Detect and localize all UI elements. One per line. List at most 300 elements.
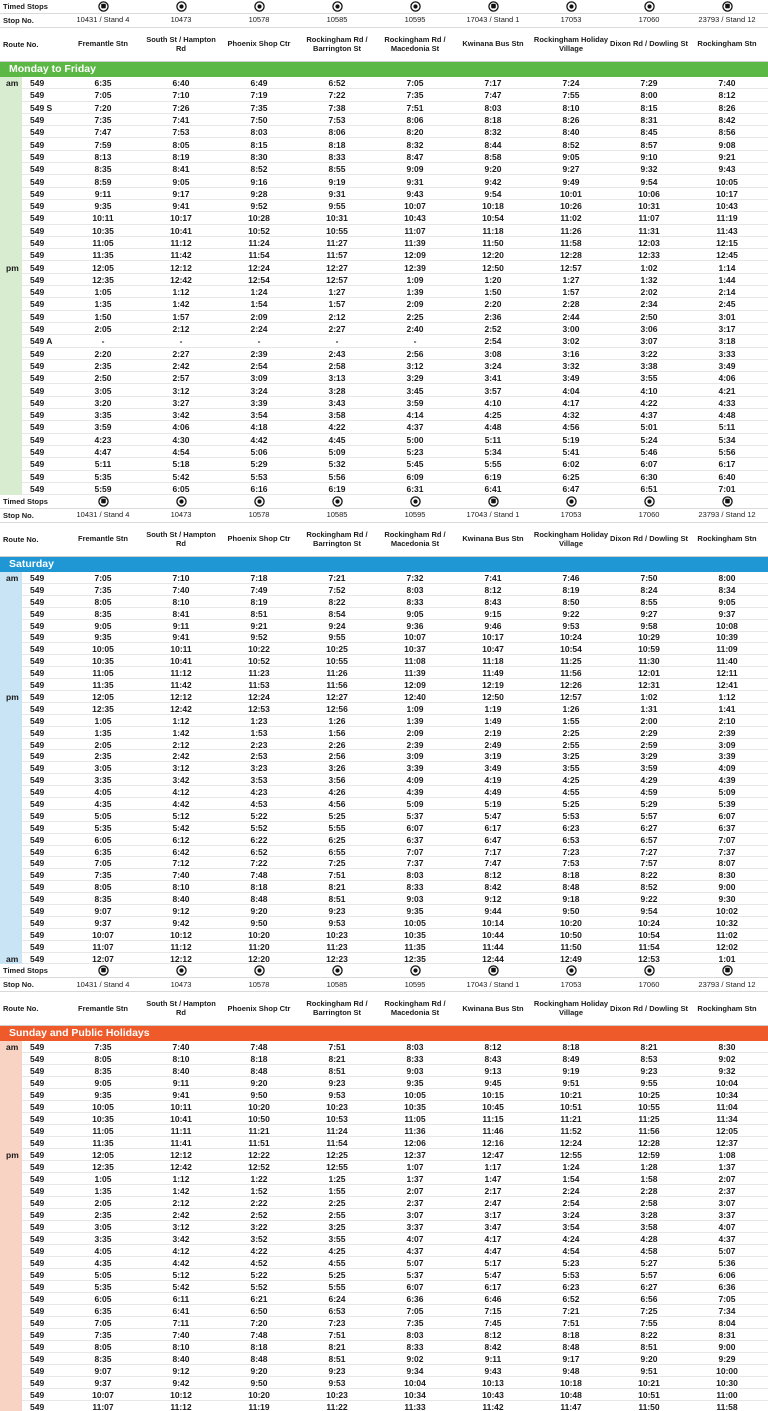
departure-time: 11:11 bbox=[170, 1126, 192, 1137]
departure-time: 3:39 bbox=[406, 763, 424, 774]
stop-number: 17043 / Stand 1 bbox=[466, 15, 520, 25]
departure-time: 2:07 bbox=[406, 1186, 424, 1197]
departure-time: 5:57 bbox=[640, 1270, 658, 1281]
departure-time: 8:42 bbox=[718, 115, 736, 126]
departure-time: 9:44 bbox=[484, 905, 502, 916]
stop-number: 17043 / Stand 1 bbox=[466, 510, 520, 520]
period-label: pm bbox=[6, 1150, 19, 1161]
departure-time: 8:48 bbox=[250, 1354, 268, 1365]
departure-time: 7:51 bbox=[328, 870, 346, 881]
departure-time: 7:40 bbox=[172, 1330, 190, 1341]
departure-time: 2:35 bbox=[94, 1210, 112, 1221]
departure-time: 5:25 bbox=[328, 1270, 346, 1281]
departure-time: 3:09 bbox=[718, 739, 736, 750]
departure-time: 5:52 bbox=[250, 1282, 268, 1293]
departure-time: 5:32 bbox=[328, 459, 346, 470]
departure-time: 9:41 bbox=[172, 632, 190, 643]
departure-time: 6:19 bbox=[484, 471, 502, 482]
departure-time: - bbox=[257, 336, 261, 347]
departure-time: 9:32 bbox=[718, 1066, 736, 1077]
departure-time: 5:34 bbox=[718, 434, 736, 445]
departure-time: 10:48 bbox=[560, 1390, 582, 1401]
timed-stop-icon bbox=[566, 965, 577, 976]
departure-time: 3:53 bbox=[250, 775, 268, 786]
departure-time: 11:24 bbox=[326, 1126, 348, 1137]
departure-time: 2:25 bbox=[562, 727, 580, 738]
departure-time: 4:53 bbox=[250, 798, 268, 809]
departure-time: 11:42 bbox=[482, 1402, 504, 1411]
departure-time: 10:51 bbox=[560, 1102, 582, 1113]
departure-time: 4:47 bbox=[94, 447, 112, 458]
table-row bbox=[0, 1317, 768, 1329]
departure-time: 1:37 bbox=[406, 1174, 424, 1185]
departure-time: 11:30 bbox=[638, 656, 660, 667]
departure-time: 10:53 bbox=[326, 1114, 348, 1125]
departure-time: 7:17 bbox=[484, 78, 502, 89]
departure-time: 3:07 bbox=[640, 336, 658, 347]
timed-stops-label: Timed Stops bbox=[3, 2, 48, 11]
departure-time: 9:51 bbox=[562, 1078, 580, 1089]
route-number: 549 bbox=[30, 78, 45, 89]
table-row bbox=[0, 739, 768, 751]
departure-time: 8:04 bbox=[718, 1318, 736, 1329]
departure-time: 1:23 bbox=[250, 715, 268, 726]
departure-time: 12:05 bbox=[716, 1126, 738, 1137]
departure-time: 7:41 bbox=[172, 115, 190, 126]
departure-time: 1:35 bbox=[94, 1186, 112, 1197]
stop-name: Rockingham Rd / Macedonia St bbox=[384, 529, 446, 548]
departure-time: 4:55 bbox=[562, 787, 580, 798]
departure-time: 9:51 bbox=[640, 1366, 658, 1377]
timed-stop-cell bbox=[64, 0, 142, 13]
departure-time: 12:35 bbox=[92, 274, 114, 285]
route-number: 549 bbox=[30, 882, 45, 893]
departure-time: 9:11 bbox=[484, 1354, 502, 1365]
departure-time: 8:35 bbox=[94, 164, 112, 175]
departure-time: 8:33 bbox=[406, 1342, 424, 1353]
departure-time: 7:05 bbox=[94, 573, 112, 584]
departure-time: 10:07 bbox=[404, 201, 426, 212]
departure-time: 2:53 bbox=[250, 751, 268, 762]
stop-name: Fremantle Stn bbox=[77, 534, 128, 544]
departure-time: 12:25 bbox=[326, 1150, 348, 1161]
stop-name: Rockingham Stn bbox=[697, 534, 757, 544]
stop-number: 10585 bbox=[326, 510, 348, 520]
table-row bbox=[0, 163, 768, 175]
departure-time: 10:35 bbox=[404, 929, 426, 940]
departure-time: 11:15 bbox=[482, 1114, 504, 1125]
departure-time: 8:06 bbox=[406, 115, 424, 126]
departure-time: 3:22 bbox=[640, 348, 658, 359]
departure-time: 8:10 bbox=[172, 882, 190, 893]
route-number: 549 S bbox=[30, 102, 53, 113]
departure-time: 3:43 bbox=[328, 397, 346, 408]
timed-stop-cell bbox=[376, 964, 454, 977]
departure-time: 10:54 bbox=[482, 213, 504, 224]
departure-time: 9:55 bbox=[640, 1078, 658, 1089]
departure-time: 10:59 bbox=[638, 644, 660, 655]
departure-time: 7:25 bbox=[328, 858, 346, 869]
table-row bbox=[0, 138, 768, 150]
departure-time: 9:12 bbox=[172, 1366, 190, 1377]
route-number: 549 bbox=[30, 691, 45, 702]
departure-time: 10:15 bbox=[482, 1090, 504, 1101]
departure-time: 11:50 bbox=[482, 238, 504, 248]
departure-time: 11:42 bbox=[170, 680, 192, 691]
table-row bbox=[0, 596, 768, 608]
departure-time: 1:49 bbox=[484, 715, 502, 726]
route-number: 549 bbox=[30, 787, 45, 798]
departure-time: 4:33 bbox=[718, 397, 736, 408]
departure-time: 4:10 bbox=[640, 385, 658, 396]
departure-time: 1:41 bbox=[718, 703, 736, 714]
departure-time: 10:05 bbox=[92, 644, 114, 655]
departure-time: 4:28 bbox=[640, 1234, 658, 1245]
departure-time: 9:41 bbox=[172, 1090, 190, 1101]
departure-time: 11:35 bbox=[92, 680, 114, 691]
departure-time: 10:06 bbox=[638, 188, 660, 199]
departure-time: 9:36 bbox=[406, 620, 424, 631]
departure-time: 8:03 bbox=[484, 102, 502, 113]
timed-stop-icon bbox=[644, 496, 655, 507]
departure-time: 5:24 bbox=[640, 434, 658, 445]
route-number: 549 bbox=[30, 1318, 45, 1329]
departure-time: 1:47 bbox=[484, 1174, 502, 1185]
departure-time: 4:05 bbox=[94, 787, 112, 798]
departure-time: 12:35 bbox=[92, 1162, 114, 1173]
departure-time: 10:35 bbox=[404, 1102, 426, 1113]
departure-time: 7:50 bbox=[640, 573, 658, 584]
departure-time: 3:41 bbox=[484, 373, 502, 384]
stop-name: Rockingham Holiday Village bbox=[533, 529, 609, 548]
departure-time: 7:47 bbox=[484, 90, 502, 101]
table-row bbox=[0, 584, 768, 596]
departure-time: 10:34 bbox=[404, 1390, 426, 1401]
departure-time: 12:03 bbox=[638, 238, 660, 248]
departure-time: 7:05 bbox=[406, 78, 424, 89]
departure-time: 8:19 bbox=[562, 584, 580, 595]
departure-time: 8:54 bbox=[328, 608, 346, 619]
departure-time: 6:19 bbox=[328, 483, 346, 494]
timed-stop-cell bbox=[532, 964, 610, 977]
departure-time: 2:17 bbox=[484, 1186, 502, 1197]
departure-time: 2:52 bbox=[250, 1210, 268, 1221]
departure-time: 12:53 bbox=[638, 953, 660, 964]
departure-time: 6:21 bbox=[250, 1294, 268, 1305]
departure-time: 7:24 bbox=[562, 78, 580, 89]
route-number: 549 bbox=[30, 287, 45, 298]
departure-time: 8:40 bbox=[562, 127, 580, 138]
departure-time: 8:55 bbox=[328, 164, 346, 175]
departure-time: 10:02 bbox=[716, 905, 738, 916]
departure-time: 7:22 bbox=[328, 90, 346, 101]
departure-time: 10:20 bbox=[248, 1390, 270, 1401]
departure-time: 5:59 bbox=[94, 483, 112, 494]
departure-time: 5:55 bbox=[328, 822, 346, 833]
departure-time: 8:00 bbox=[640, 90, 658, 101]
stop-number: 10595 bbox=[404, 15, 426, 25]
table-row bbox=[0, 1161, 768, 1173]
table-row bbox=[0, 360, 768, 372]
table-row bbox=[0, 917, 768, 929]
departure-time: 1:19 bbox=[484, 703, 502, 714]
departure-time: 9:21 bbox=[250, 620, 268, 631]
route-number: 549 A bbox=[30, 336, 53, 347]
departure-time: 8:10 bbox=[562, 102, 580, 113]
timed-stop-cell bbox=[298, 0, 376, 13]
departure-time: 7:35 bbox=[94, 584, 112, 595]
bus-station-icon bbox=[488, 1, 499, 12]
stop-number-row bbox=[0, 509, 768, 523]
timed-stop-icon bbox=[410, 496, 421, 507]
departure-time: 4:39 bbox=[406, 787, 424, 798]
departure-time: 12:40 bbox=[404, 691, 426, 702]
departure-time: 4:52 bbox=[250, 1258, 268, 1269]
departure-time: 12:05 bbox=[92, 691, 114, 702]
table-row bbox=[0, 881, 768, 893]
timed-stops-row bbox=[0, 0, 768, 14]
route-number: 549 bbox=[30, 397, 45, 408]
departure-time: 8:12 bbox=[484, 1042, 502, 1053]
departure-time: 6:07 bbox=[718, 810, 736, 821]
stop-number: 10578 bbox=[248, 510, 270, 520]
departure-time: 6:40 bbox=[172, 78, 190, 89]
route-number: 549 bbox=[30, 917, 45, 928]
period-label: am bbox=[6, 78, 19, 89]
departure-time: 10:50 bbox=[560, 929, 582, 940]
departure-time: 2:44 bbox=[562, 311, 580, 322]
departure-time: 8:18 bbox=[250, 882, 268, 893]
departure-time: 5:22 bbox=[250, 1270, 268, 1281]
stop-name: Kwinana Bus Stn bbox=[462, 1003, 524, 1013]
route-row bbox=[0, 28, 768, 61]
departure-time: 4:30 bbox=[172, 434, 190, 445]
departure-time: 8:43 bbox=[484, 596, 502, 607]
departure-time: 8:52 bbox=[640, 882, 658, 893]
departure-time: 8:13 bbox=[94, 151, 112, 162]
table-row bbox=[0, 1269, 768, 1281]
departure-time: 4:22 bbox=[250, 1246, 268, 1257]
stop-name: Rockingham Holiday Village bbox=[533, 34, 609, 53]
departure-time: 5:07 bbox=[406, 1258, 424, 1269]
departure-time: 12:57 bbox=[560, 691, 582, 702]
table-row bbox=[0, 1053, 768, 1065]
departure-time: 5:47 bbox=[484, 1270, 502, 1281]
departure-time: 3:24 bbox=[562, 1210, 580, 1221]
departure-time: 4:12 bbox=[172, 787, 190, 798]
departure-time: 2:42 bbox=[172, 751, 190, 762]
departure-time: 11:41 bbox=[170, 1138, 192, 1149]
departure-time: 2:52 bbox=[484, 324, 502, 335]
departure-time: 2:24 bbox=[562, 1186, 580, 1197]
departure-time: 5:00 bbox=[406, 434, 424, 445]
departure-time: 11:07 bbox=[92, 1402, 114, 1411]
departure-time: 12:50 bbox=[482, 691, 504, 702]
timed-stop-icon bbox=[254, 965, 265, 976]
departure-time: 12:11 bbox=[716, 668, 738, 679]
departure-time: 4:48 bbox=[484, 422, 502, 433]
period-label: am bbox=[6, 953, 19, 964]
departure-time: 7:37 bbox=[718, 846, 736, 857]
departure-time: 2:02 bbox=[640, 287, 658, 298]
departure-time: 8:32 bbox=[406, 139, 424, 150]
departure-time: 1:58 bbox=[640, 1174, 658, 1185]
route-number: 549 bbox=[30, 176, 45, 187]
departure-time: 3:07 bbox=[406, 1210, 424, 1221]
departure-time: 12:09 bbox=[404, 680, 426, 691]
departure-time: 4:05 bbox=[94, 1246, 112, 1257]
departure-time: 7:05 bbox=[718, 1294, 736, 1305]
departure-time: 2:59 bbox=[640, 739, 658, 750]
stop-number: 17060 bbox=[638, 510, 660, 520]
departure-time: 7:49 bbox=[250, 584, 268, 595]
departure-time: 2:55 bbox=[328, 1210, 346, 1221]
departure-time: 8:49 bbox=[562, 1054, 580, 1065]
departure-time: 8:21 bbox=[640, 1042, 658, 1053]
departure-time: 12:05 bbox=[92, 1150, 114, 1161]
stop-name: Rockingham Rd / Barrington St bbox=[306, 34, 368, 53]
route-number: 549 bbox=[30, 1102, 45, 1113]
departure-time: 8:22 bbox=[640, 870, 658, 881]
table-row bbox=[0, 126, 768, 138]
route-number: 549 bbox=[30, 1174, 45, 1185]
departure-time: 6:37 bbox=[718, 822, 736, 833]
departure-time: 9:31 bbox=[328, 188, 346, 199]
departure-time: 10:41 bbox=[170, 1114, 192, 1125]
departure-time: 11:09 bbox=[716, 644, 738, 655]
route-number: 549 bbox=[30, 1210, 45, 1221]
departure-time: 3:39 bbox=[250, 397, 268, 408]
route-number: 549 bbox=[30, 348, 45, 359]
departure-time: 3:42 bbox=[172, 1234, 190, 1245]
departure-time: 8:51 bbox=[328, 1354, 346, 1365]
departure-time: 6:02 bbox=[562, 459, 580, 470]
table-row bbox=[0, 846, 768, 858]
route-number: 549 bbox=[30, 810, 45, 821]
departure-time: 9:22 bbox=[562, 608, 580, 619]
route-number: 549 bbox=[30, 385, 45, 396]
departure-time: 1:12 bbox=[718, 691, 736, 702]
departure-time: 10:07 bbox=[92, 1390, 114, 1401]
departure-time: 12:27 bbox=[326, 691, 348, 702]
departure-time: 2:42 bbox=[172, 360, 190, 371]
departure-time: 3:47 bbox=[484, 1222, 502, 1233]
departure-time: 11:18 bbox=[482, 225, 504, 236]
departure-time: 9:18 bbox=[562, 894, 580, 905]
departure-time: 10:43 bbox=[482, 1390, 504, 1401]
departure-time: 4:58 bbox=[640, 1246, 658, 1257]
departure-time: 2:54 bbox=[484, 336, 502, 347]
departure-time: 7:40 bbox=[172, 1042, 190, 1053]
departure-time: 1:42 bbox=[172, 299, 190, 310]
route-number: 549 bbox=[30, 739, 45, 750]
route-number: 549 bbox=[30, 775, 45, 786]
route-number: 549 bbox=[30, 373, 45, 384]
timed-stop-cell bbox=[142, 964, 220, 977]
departure-time: 10:35 bbox=[92, 1114, 114, 1125]
departure-time: 10:51 bbox=[638, 1390, 660, 1401]
departure-time: 11:40 bbox=[716, 656, 738, 667]
departure-time: 12:26 bbox=[560, 680, 582, 691]
departure-time: 3:02 bbox=[562, 336, 580, 347]
departure-time: 9:37 bbox=[94, 1378, 112, 1389]
departure-time: 11:49 bbox=[482, 668, 504, 679]
departure-time: 4:12 bbox=[172, 1246, 190, 1257]
stop-number: 10578 bbox=[248, 15, 270, 25]
departure-time: 8:12 bbox=[484, 584, 502, 595]
stop-name: Dixon Rd / Dowling St bbox=[610, 534, 688, 544]
departure-time: 1:35 bbox=[94, 299, 112, 310]
departure-time: 4:55 bbox=[328, 1258, 346, 1269]
table-row bbox=[0, 175, 768, 187]
table-row bbox=[0, 1329, 768, 1341]
departure-time: 4:21 bbox=[718, 385, 736, 396]
timed-stop-cell bbox=[220, 0, 298, 13]
departure-time: 11:33 bbox=[404, 1402, 426, 1411]
table-row bbox=[0, 691, 768, 703]
route-number: 549 bbox=[30, 1378, 45, 1389]
departure-time: 8:18 bbox=[484, 115, 502, 126]
departure-time: 6:57 bbox=[640, 834, 658, 845]
departure-time: 9:48 bbox=[562, 1366, 580, 1377]
departure-time: 1:39 bbox=[406, 287, 424, 298]
departure-time: 11:50 bbox=[638, 1402, 660, 1411]
departure-time: 6:56 bbox=[640, 1294, 658, 1305]
departure-time: 9:54 bbox=[640, 905, 658, 916]
departure-time: 7:35 bbox=[406, 1318, 424, 1329]
stop-name: Kwinana Bus Stn bbox=[462, 39, 524, 49]
departure-time: 10:26 bbox=[560, 201, 582, 212]
table-row bbox=[0, 446, 768, 458]
departure-time: 3:58 bbox=[640, 1222, 658, 1233]
table-row bbox=[0, 102, 768, 114]
departure-time: 12:44 bbox=[482, 953, 504, 964]
departure-time: 9:54 bbox=[640, 176, 658, 187]
departure-time: 4:26 bbox=[328, 787, 346, 798]
stop-number: 10578 bbox=[248, 979, 270, 989]
departure-time: 3:25 bbox=[562, 751, 580, 762]
departure-time: 7:21 bbox=[562, 1306, 580, 1317]
departure-time: 9:37 bbox=[718, 608, 736, 619]
departure-time: 8:48 bbox=[250, 894, 268, 905]
departure-time: 12:55 bbox=[326, 1162, 348, 1173]
departure-time: 12:35 bbox=[404, 953, 426, 964]
table-row bbox=[0, 929, 768, 941]
departure-time: 2:36 bbox=[484, 311, 502, 322]
departure-time: 11:07 bbox=[404, 225, 426, 236]
departure-time: 6:36 bbox=[718, 1282, 736, 1293]
departure-time: 8:24 bbox=[640, 584, 658, 595]
departure-time: 4:39 bbox=[718, 775, 736, 786]
departure-time: 5:53 bbox=[250, 471, 268, 482]
timed-stop-icon bbox=[176, 965, 187, 976]
departure-time: 3:13 bbox=[328, 373, 346, 384]
timed-stop-icon bbox=[254, 496, 265, 507]
route-number: 549 bbox=[30, 1354, 45, 1365]
stop-header bbox=[0, 964, 768, 1026]
timed-stop-cell bbox=[532, 0, 610, 13]
departure-time: 9:50 bbox=[250, 1090, 268, 1101]
departure-time: 6:53 bbox=[328, 1306, 346, 1317]
route-number: 549 bbox=[30, 201, 45, 212]
departure-time: 9:11 bbox=[94, 188, 112, 199]
table-row bbox=[0, 1341, 768, 1353]
departure-time: 3:28 bbox=[640, 1210, 658, 1221]
table-row bbox=[0, 1101, 768, 1113]
departure-time: 7:35 bbox=[406, 90, 424, 101]
stop-number-row bbox=[0, 14, 768, 28]
departure-time: 10:20 bbox=[248, 929, 270, 940]
